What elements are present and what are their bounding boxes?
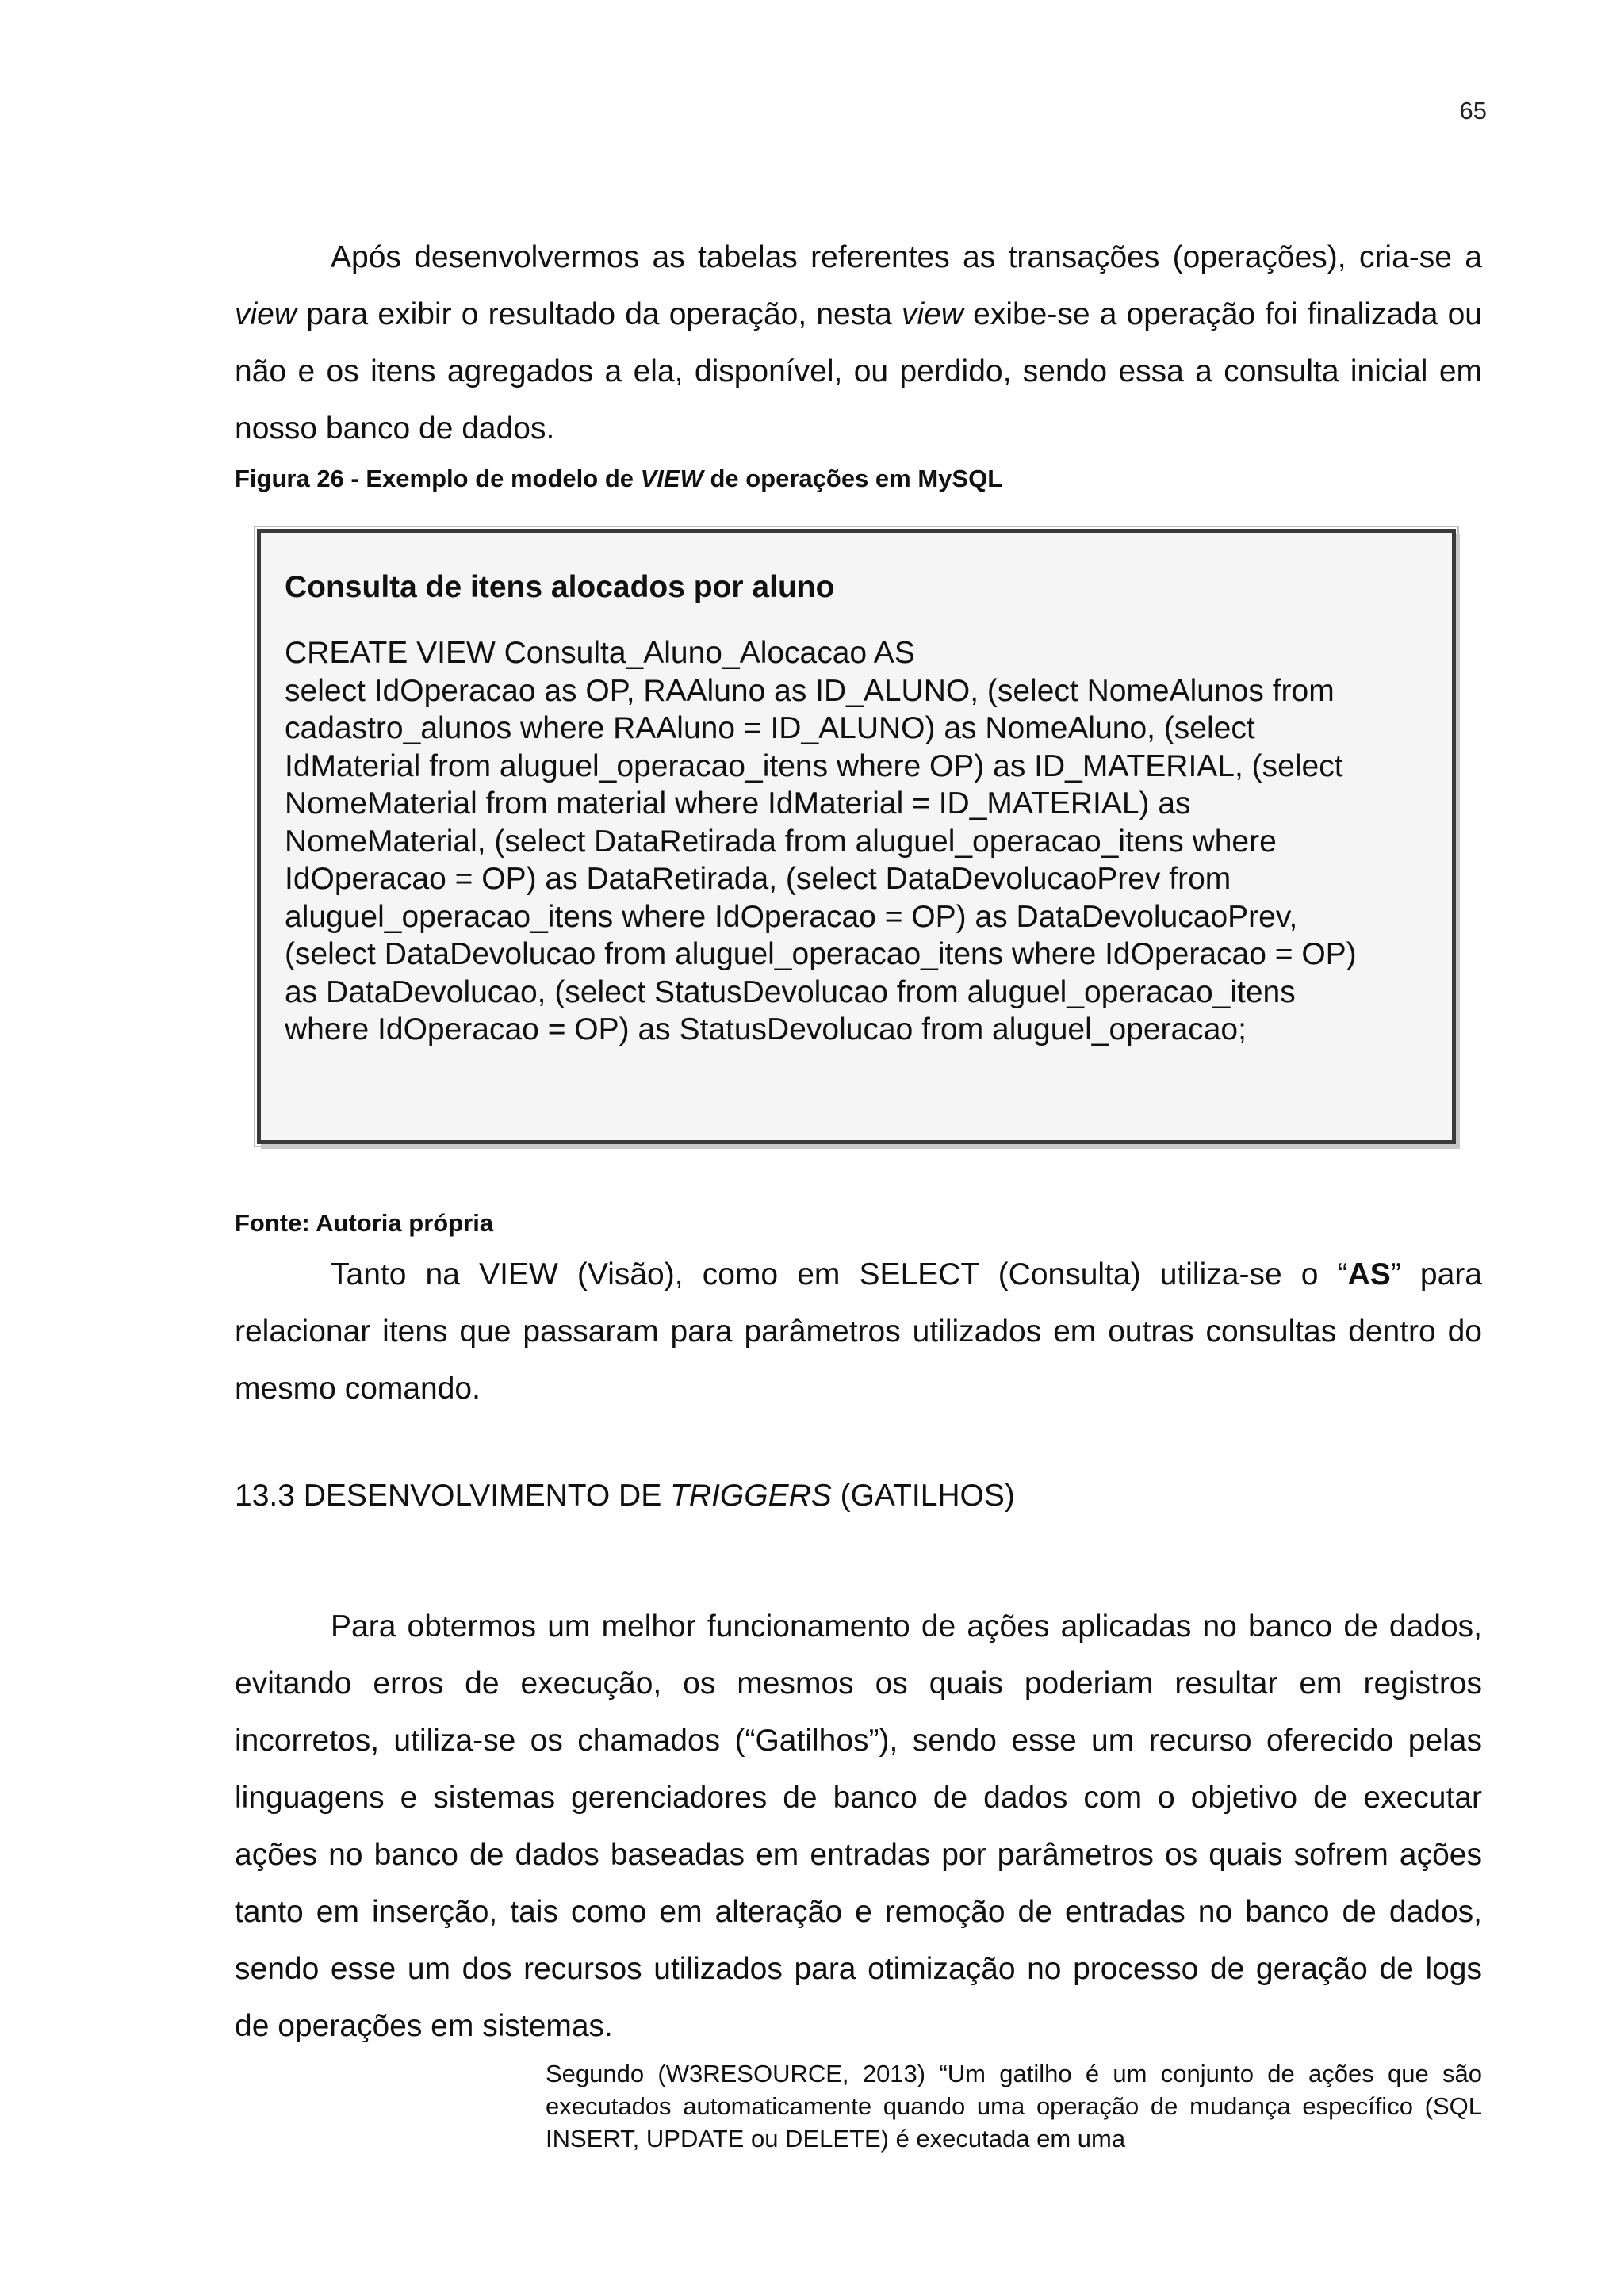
caption-suffix: de operações em MySQL — [703, 465, 1003, 492]
section-heading — [235, 1476, 1015, 1516]
triggers-paragraph-block — [235, 1598, 1482, 2055]
sql-code-line: select IdOperacao as OP, RAAluno as ID_ALUNO, (select NomeAlunos from — [285, 673, 1335, 708]
sql-code-block — [285, 634, 1428, 1049]
intro-text-3: exibe-se a operação foi finalizada ou não e os itens agregados a ela, disponível, ou perdido, sendo essa a consulta inicial em nosso banco de dados. — [235, 297, 1483, 446]
sql-code-line: (select DataDevolucao from aluguel_operacao_itens where IdOperacao = OP) — [285, 937, 1357, 971]
intro-italic-1: view — [235, 297, 297, 331]
sql-code-line: as DataDevolucao, (select StatusDevolucao from aluguel_operacao_itens — [285, 974, 1296, 1009]
as-bold: AS — [1347, 1257, 1391, 1292]
figure-caption — [235, 463, 1482, 495]
sql-code-line: where IdOperacao = OP) as StatusDevolucao from aluguel_operacao; — [285, 1012, 1247, 1047]
page-number: 65 — [1459, 97, 1487, 124]
figure-content — [285, 568, 1428, 1049]
sql-code-line: CREATE VIEW Consulta_Aluno_Alocacao AS — [285, 636, 915, 670]
as-paragraph-block — [235, 1246, 1482, 1418]
figure-box — [257, 529, 1456, 1144]
sql-code-line: aluguel_operacao_itens where IdOperacao = OP) as DataDevolucaoPrev, — [285, 899, 1298, 934]
intro-paragraph — [235, 229, 1482, 457]
as-text-1: Tanto na VIEW (Visão), como em SELECT (Consulta) utiliza-se o “ — [331, 1257, 1348, 1292]
figure-caption-block — [235, 463, 1482, 495]
caption-italic: VIEW — [640, 465, 703, 492]
sql-code-line: IdOperacao = OP) as DataRetirada, (select DataDevolucaoPrev from — [285, 862, 1231, 896]
intro-text-1: Após desenvolvermos as tabelas referentes as transações (operações), cria-se a — [331, 240, 1482, 274]
triggers-paragraph: Para obtermos um melhor funcionamento de ações aplicadas no banco de dados, evitando erros de execução, os mesmos os quais poderiam resultar em registros incorretos, utiliza-se os chamados (“Gatilhos”), sendo esse um recurso oferecido pelas linguagens e sistemas gerenciadores de banco de dados com o objetivo de executar ações no banco de dados baseadas em entradas por parâmetros os quais sofrem ações tanto em inserção, tais como em alteração e remoção de entradas no banco de dados, sendo esse um dos recursos utilizados para otimização no processo de geração de logs de operações em sistemas. — [235, 1609, 1482, 2043]
sql-code-line: cadastro_alunos where RAAluno = ID_ALUNO) as NomeAluno, (select — [285, 711, 1255, 745]
heading-suffix: (GATILHOS) — [831, 1479, 1015, 1513]
intro-italic-2: view — [901, 297, 963, 331]
as-paragraph — [235, 1246, 1482, 1418]
sql-code-line: NomeMaterial, (select DataRetirada from aluguel_operacao_itens where — [285, 824, 1277, 859]
sql-code-line: IdMaterial from aluguel_operacao_itens where OP) as ID_MATERIAL, (select — [285, 748, 1343, 783]
figure-source: Fonte: Autoria própria — [235, 1209, 494, 1237]
heading-prefix: 13.3 DESENVOLVIMENTO DE — [235, 1479, 671, 1513]
caption-prefix: Figura 26 - Exemplo de modelo de — [235, 465, 641, 492]
figure-title: Consulta de itens alocados por aluno — [285, 570, 835, 604]
as-text-2: ” para relacionar itens que passaram para parâmetros utilizados em outras consultas dentro do mesmo comando. — [235, 1257, 1482, 1406]
figure-source-block — [235, 1207, 1482, 1239]
heading-italic: TRIGGERS — [670, 1479, 832, 1513]
intro-paragraph-block — [235, 229, 1482, 457]
sql-code-line: NomeMaterial from material where IdMaterial = ID_MATERIAL) as — [285, 786, 1191, 821]
intro-text-2: para exibir o resultado da operação, nesta — [297, 297, 902, 331]
citation-quote: Segundo (W3RESOURCE, 2013) “Um gatilho é um conjunto de ações que são executados automaticamente quando uma operação de mudança específico (SQL INSERT, UPDATE ou DELETE) é executada em uma — [546, 2060, 1482, 2152]
